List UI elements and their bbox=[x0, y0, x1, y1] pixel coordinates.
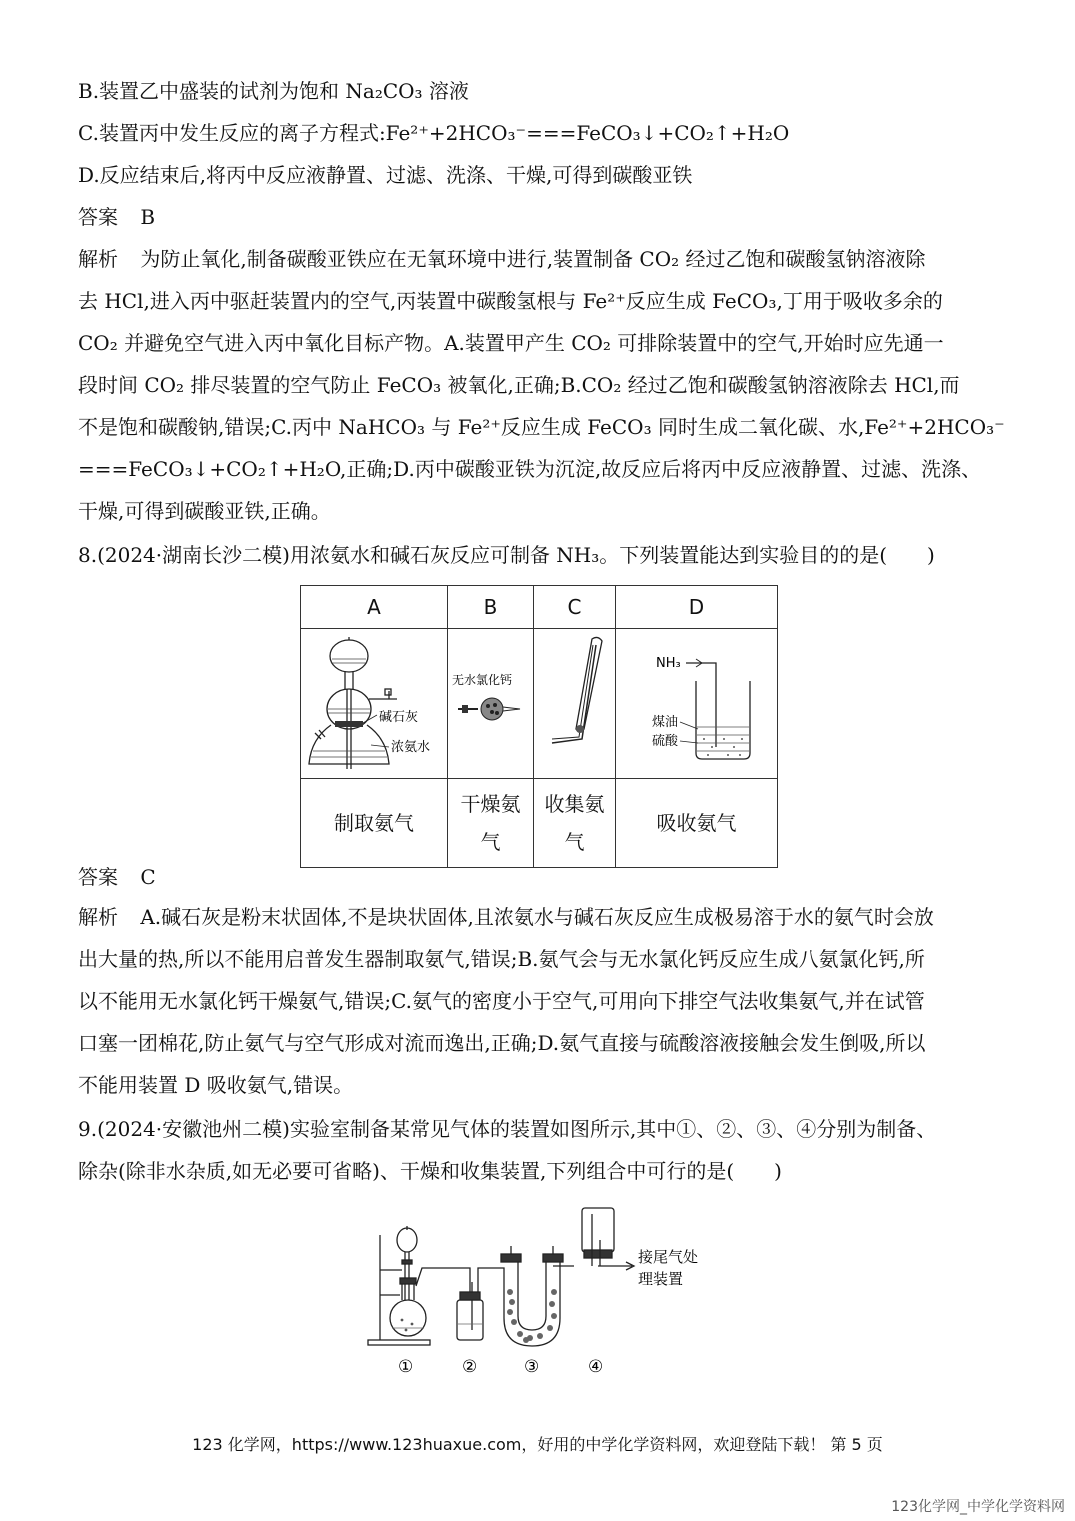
q7-answer bbox=[78, 202, 155, 232]
purpose-a: 制取氨气 bbox=[301, 779, 448, 868]
watermark: 123化学网_中学化学资料网 bbox=[891, 1499, 1065, 1515]
header-a: A bbox=[301, 586, 448, 629]
header-c: C bbox=[534, 586, 616, 629]
label-device-1: ① bbox=[398, 1357, 414, 1377]
q8-analysis-line-4: 口塞一团棉花,防止氨气与空气形成对流而逸出,正确;D.氨气直接与硫酸溶液接触会发生倒吸,所以 bbox=[78, 1031, 926, 1055]
figure-b-drying-tube bbox=[448, 629, 534, 779]
figure-a-kipp-generator bbox=[301, 629, 448, 779]
q7-option-d: D.反应结束后,将丙中反应液静置、过滤、洗涤、干燥,可得到碳酸亚铁 bbox=[78, 163, 693, 187]
purpose-d: 吸收氨气 bbox=[616, 779, 778, 868]
label-conc-ammonia: 浓氨水 bbox=[391, 740, 431, 755]
label-device-2: ② bbox=[462, 1357, 478, 1377]
q8-analysis-line-3: 以不能用无水氯化钙干燥氨气,错误;C.氨气的密度小于空气,可用向下排空气法收集氨气,并在试管 bbox=[78, 989, 925, 1013]
test-tube-collection-figure bbox=[534, 629, 615, 773]
q7-analysis-line-1 bbox=[78, 244, 926, 274]
q8-analysis-line-1 bbox=[78, 902, 934, 932]
purpose-c: 收集氨气 bbox=[534, 779, 616, 868]
analysis-text: 为防止氧化,制备碳酸亚铁应在无氧环境中进行,装置制备 CO₂ 经过乙饱和碳酸氢钠溶液除 bbox=[140, 247, 926, 271]
q7-analysis-line-3: CO₂ 并避免空气进入丙中氧化目标产物。A.装置甲产生 CO₂ 可排除装置中的空气,开始时应先通一 bbox=[78, 331, 944, 355]
label-kerosene: 煤油 bbox=[652, 715, 679, 730]
answer-value: B bbox=[140, 205, 156, 229]
figure-c-test-tube bbox=[534, 629, 616, 779]
label-soda-lime: 碱石灰 bbox=[379, 710, 419, 725]
figure-d-beaker bbox=[616, 629, 778, 779]
label-device-3: ③ bbox=[524, 1357, 540, 1377]
q7-option-c: C.装置丙中发生反应的离子方程式:Fe²⁺+2HCO₃⁻===FeCO₃↓+CO₂↑+H₂O bbox=[78, 121, 790, 145]
q8-stem: 8.(2024·湖南长沙二模)用浓氨水和碱石灰反应可制备 NH₃。下列装置能达到实验目的的是( ) bbox=[78, 543, 935, 567]
label-anhydrous-cacl2: 无水氯化钙 bbox=[452, 673, 513, 687]
q7-analysis-line-2: 去 HCl,进入丙中驱赶装置内的空气,丙装置中碳酸氢根与 Fe²⁺反应生成 FeCO₃,丁用于吸收多余的 bbox=[78, 289, 943, 313]
label-device-4: ④ bbox=[588, 1357, 604, 1377]
q8-answer bbox=[78, 862, 156, 892]
q8-options-table bbox=[300, 585, 778, 868]
page-footer: 123 化学网，https://www.123huaxue.com，好用的中学化学资料网，欢迎登陆下载！ 第 5 页 bbox=[192, 1435, 883, 1454]
kipp-apparatus-figure bbox=[301, 629, 447, 773]
q7-analysis-line-4: 段时间 CO₂ 排尽装置的空气防止 FeCO₃ 被氧化,正确;B.CO₂ 经过乙饱和碳酸氢钠溶液除去 HCl,而 bbox=[78, 373, 960, 397]
label-sulfuric-acid: 硫酸 bbox=[652, 734, 679, 749]
q7-analysis-line-7: 干燥,可得到碳酸亚铁,正确。 bbox=[78, 499, 331, 523]
q9-apparatus-figure bbox=[362, 1200, 722, 1385]
answer-value: C bbox=[140, 865, 156, 889]
answer-label: 答案 bbox=[78, 865, 118, 889]
analysis-label: 解析 bbox=[78, 247, 118, 271]
q7-analysis-line-5: 不是饱和碳酸钠,错误;C.丙中 NaHCO₃ 与 Fe²⁺反应生成 FeCO₃ 同时生成二氧化碳、水,Fe²⁺+2HCO₃⁻ bbox=[78, 415, 1005, 439]
analysis-text: A.碱石灰是粉末状固体,不是块状固体,且浓氨水与碱石灰反应生成极易溶于水的氨气时会放 bbox=[140, 905, 934, 929]
q7-option-b: B.装置乙中盛装的试剂为饱和 Na₂CO₃ 溶液 bbox=[78, 79, 469, 103]
q8-analysis-line-5: 不能用装置 D 吸收氨气,错误。 bbox=[78, 1073, 354, 1097]
q8-analysis-line-2: 出大量的热,所以不能用启普发生器制取氨气,错误;B.氨气会与无水氯化钙反应生成八氨氯化钙,所 bbox=[78, 947, 925, 971]
label-nh3: NH₃ bbox=[656, 656, 681, 671]
analysis-label: 解析 bbox=[78, 905, 118, 929]
absorption-beaker-figure bbox=[616, 629, 777, 773]
answer-label: 答案 bbox=[78, 205, 118, 229]
label-tail-gas-1: 接尾气处 bbox=[638, 1248, 699, 1266]
header-d: D bbox=[616, 586, 778, 629]
header-b: B bbox=[448, 586, 534, 629]
q9-stem-line-1: 9.(2024·安徽池州二模)实验室制备某常见气体的装置如图所示,其中①、②、③、④分别为制备、 bbox=[78, 1117, 937, 1141]
q9-stem-line-2: 除杂(除非水杂质,如无必要可省略)、干燥和收集装置,下列组合中可行的是( ) bbox=[78, 1159, 782, 1183]
drying-tube-figure bbox=[448, 629, 533, 773]
purpose-b: 干燥氨气 bbox=[448, 779, 534, 868]
q7-analysis-line-6: ===FeCO₃↓+CO₂↑+H₂O,正确;D.丙中碳酸亚铁为沉淀,故反应后将丙中反应液静置、过滤、洗涤、 bbox=[78, 457, 982, 481]
label-tail-gas-2: 理装置 bbox=[638, 1270, 684, 1288]
